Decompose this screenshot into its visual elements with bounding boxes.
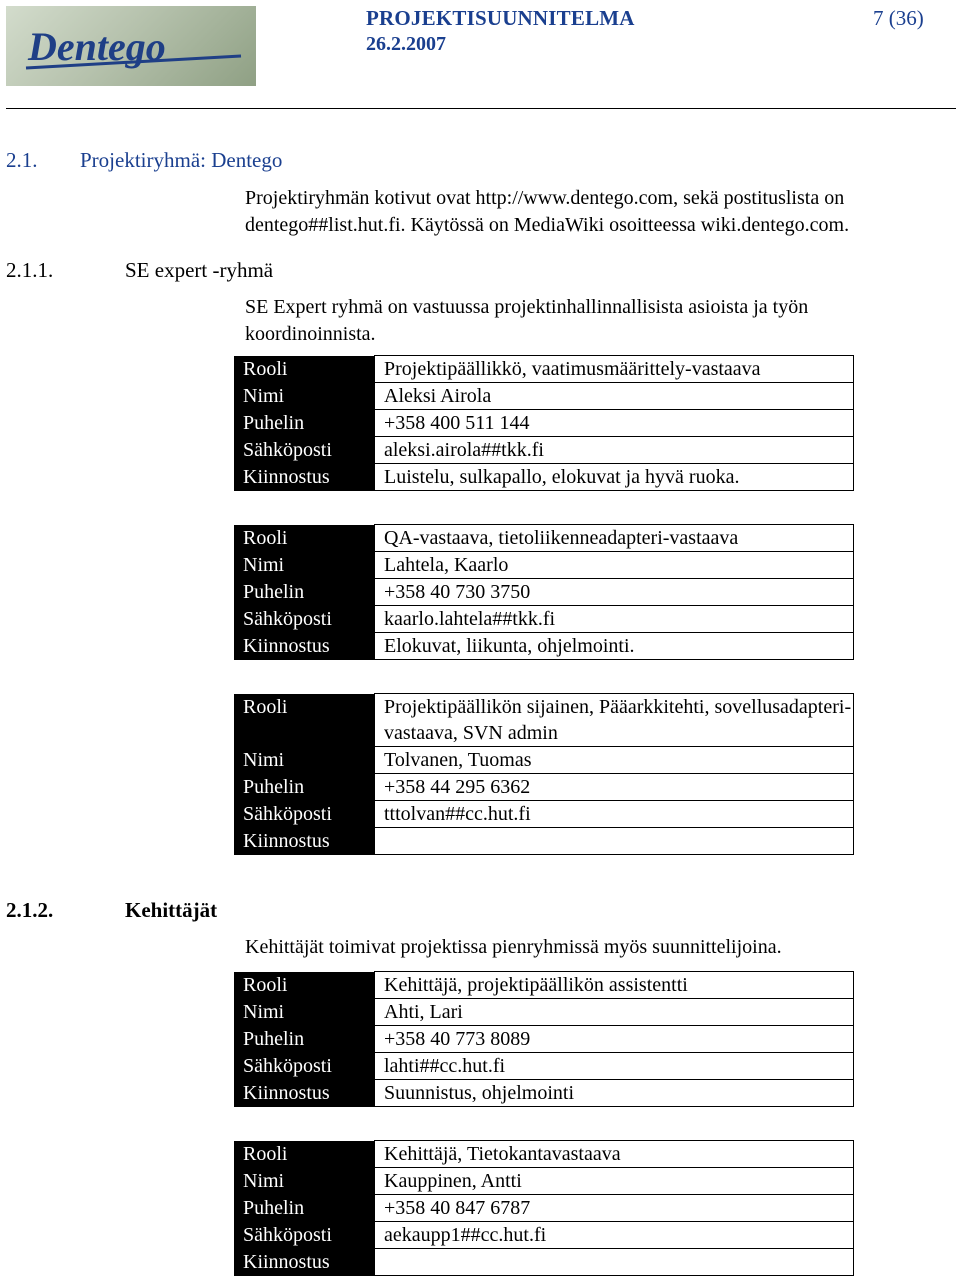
phone-label: Puhelin [234, 579, 375, 606]
phone-value: +358 400 511 144 [375, 410, 854, 437]
name-value: Lahtela, Kaarlo [375, 552, 854, 579]
role-value: Kehittäjä, Tietokantavastaava [375, 1141, 854, 1168]
role-label: Rooli [234, 356, 375, 383]
person-table [234, 693, 854, 855]
phone-value: +358 40 847 6787 [375, 1195, 854, 1222]
header-divider [6, 108, 956, 109]
phone-label: Puhelin [234, 1026, 375, 1053]
role-label: Rooli [234, 525, 375, 552]
role-value: Projektipäällikkö, vaatimusmäärittely-vastaava [375, 356, 854, 383]
document-date: 26.2.2007 [366, 33, 446, 55]
interests-label: Kiinnostus [234, 633, 375, 660]
role-label: Rooli [234, 694, 375, 747]
role-label: Rooli [234, 972, 375, 999]
name-label: Nimi [234, 1168, 375, 1195]
email-value: aekaupp1##cc.hut.fi [375, 1222, 854, 1249]
subsection-title: Kehittäjät [125, 898, 218, 922]
name-label: Nimi [234, 999, 375, 1026]
interests-value: Elokuvat, liikunta, ohjelmointi. [375, 633, 854, 660]
section-intro-text: Projektiryhmän kotivut ovat http://www.dentego.com, sekä postituslista on dentego##list.hut.fi. Käytössä on MediaWiki osoitteessa wiki.dentego.com. [245, 187, 850, 236]
email-label: Sähköposti [234, 1053, 375, 1080]
interests-value: Luistelu, sulkapallo, elokuvat ja hyvä ruoka. [375, 464, 854, 491]
email-label: Sähköposti [234, 437, 375, 464]
name-value: Aleksi Airola [375, 383, 854, 410]
person-table [234, 971, 854, 1107]
name-value: Tolvanen, Tuomas [375, 747, 854, 774]
email-value: kaarlo.lahtela##tkk.fi [375, 606, 854, 633]
phone-label: Puhelin [234, 774, 375, 801]
phone-value: +358 40 730 3750 [375, 579, 854, 606]
section-title: Projektiryhmä: Dentego [80, 148, 283, 172]
interests-label: Kiinnostus [234, 1080, 375, 1107]
document-title: PROJEKTISUUNNITELMA [366, 6, 635, 30]
email-label: Sähköposti [234, 606, 375, 633]
email-value: tttolvan##cc.hut.fi [375, 801, 854, 828]
interests-value [375, 1249, 854, 1276]
email-value: aleksi.airola##tkk.fi [375, 437, 854, 464]
name-value: Ahti, Lari [375, 999, 854, 1026]
name-label: Nimi [234, 747, 375, 774]
phone-label: Puhelin [234, 1195, 375, 1222]
phone-value: +358 44 295 6362 [375, 774, 854, 801]
name-value: Kauppinen, Antti [375, 1168, 854, 1195]
person-table [234, 355, 854, 491]
interests-label: Kiinnostus [234, 1249, 375, 1276]
phone-value: +358 40 773 8089 [375, 1026, 854, 1053]
person-table [234, 524, 854, 660]
role-value: Projektipäällikön sijainen, Pääarkkitehti, sovellusadapteri-vastaava, SVN admin [375, 694, 854, 747]
interests-value [375, 828, 854, 855]
subsection-text: Kehittäjät toimivat projektissa pienryhmissä myös suunnittelijoina. [245, 936, 782, 958]
role-value: Kehittäjä, projektipäällikön assistentti [375, 972, 854, 999]
name-label: Nimi [234, 552, 375, 579]
subsection-title: SE expert -ryhmä [125, 258, 274, 282]
person-table [234, 1140, 854, 1276]
interests-label: Kiinnostus [234, 828, 375, 855]
page-number: 7 (36) [873, 6, 924, 30]
phone-label: Puhelin [234, 410, 375, 437]
section-number: 2.1. [6, 148, 38, 172]
email-label: Sähköposti [234, 801, 375, 828]
role-label: Rooli [234, 1141, 375, 1168]
logo-wordmark: Dentego [28, 24, 166, 69]
subsection-number: 2.1.1. [6, 258, 54, 282]
dentego-logo [6, 6, 256, 86]
subsection-text: SE Expert ryhmä on vastuussa projektinhallinnallisista asioista ja työn koordinoinnista. [245, 296, 809, 345]
email-value: lahti##cc.hut.fi [375, 1053, 854, 1080]
logo-graphic [6, 6, 256, 86]
interests-label: Kiinnostus [234, 464, 375, 491]
subsection-number: 2.1.2. [6, 898, 54, 922]
role-value: QA-vastaava, tietoliikenneadapteri-vastaava [375, 525, 854, 552]
interests-value: Suunnistus, ohjelmointi [375, 1080, 854, 1107]
name-label: Nimi [234, 383, 375, 410]
email-label: Sähköposti [234, 1222, 375, 1249]
